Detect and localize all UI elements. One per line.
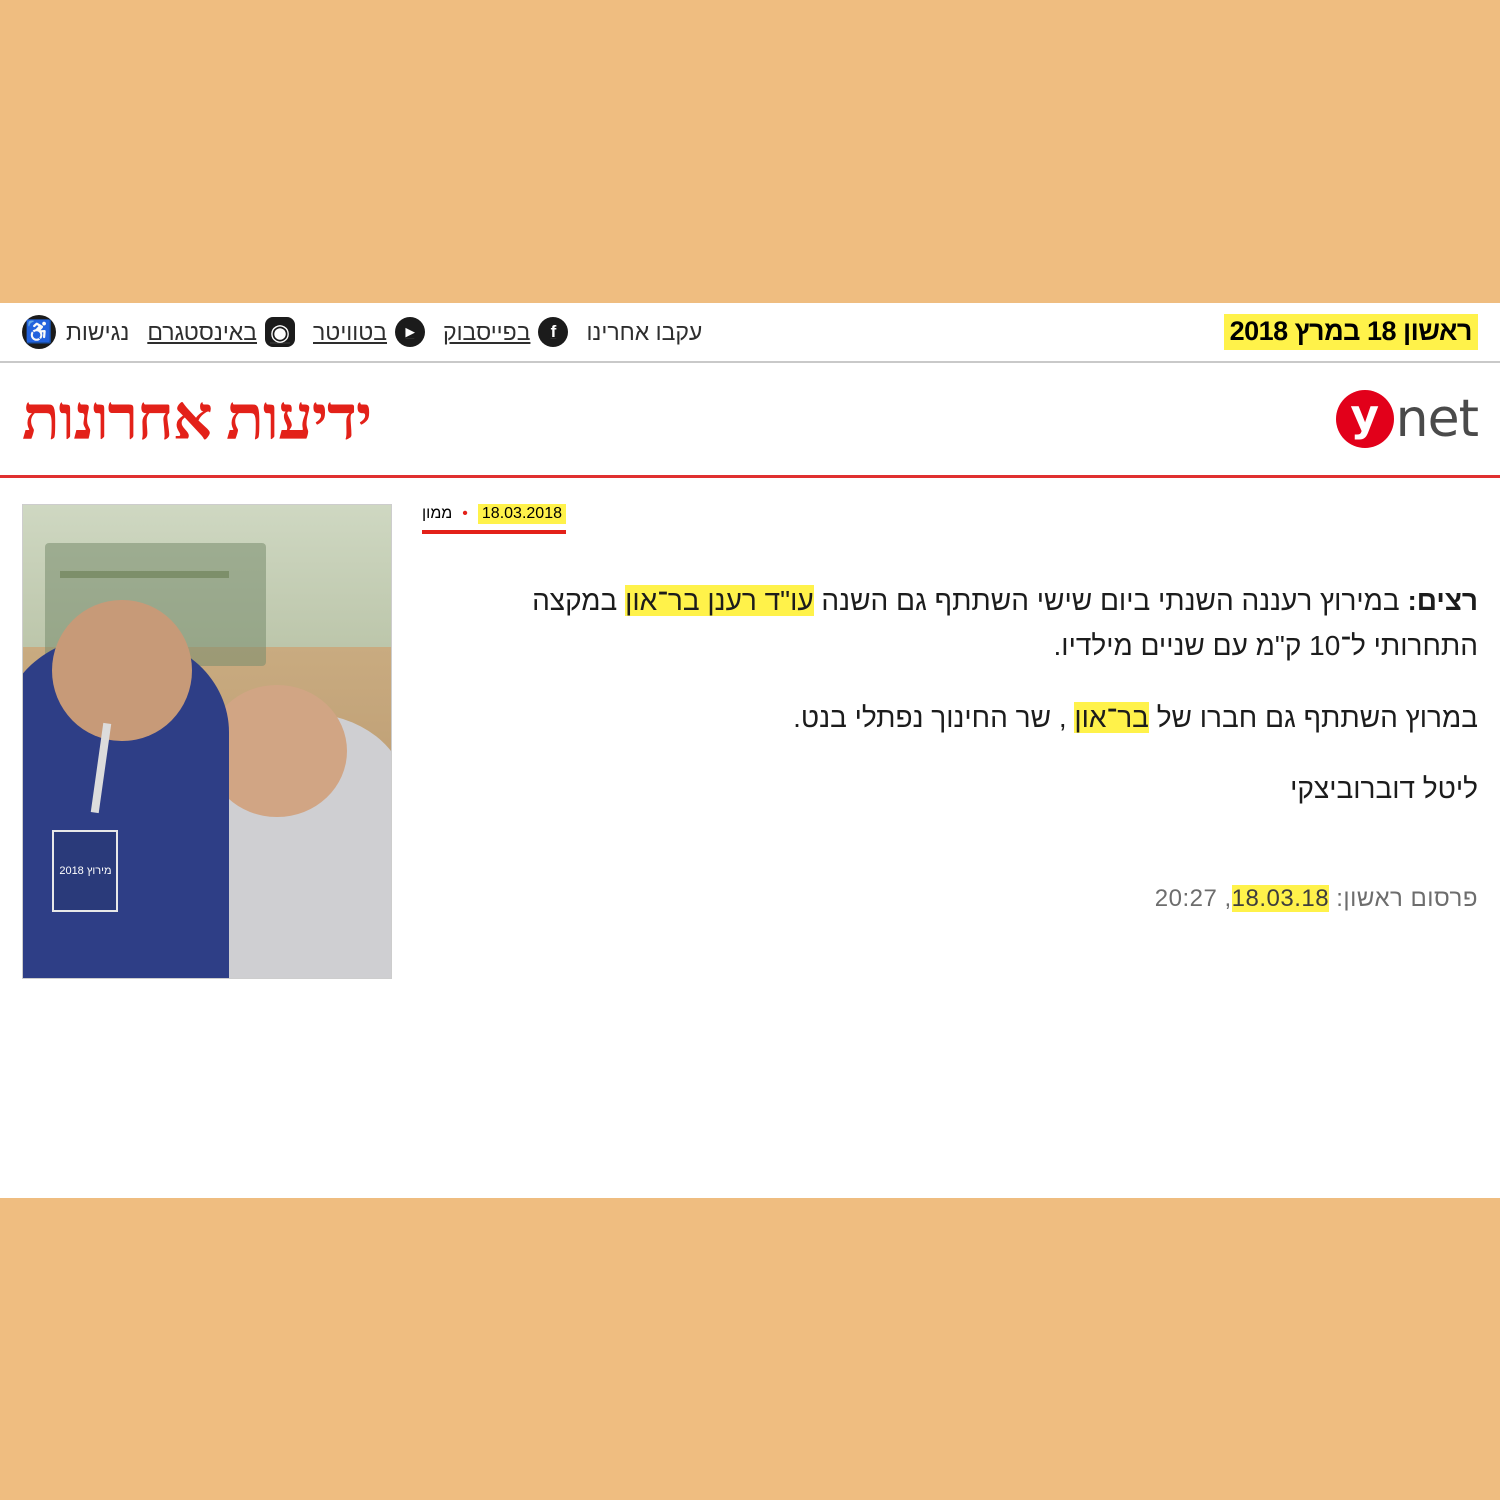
photo-playground-bar [60,571,229,578]
para1-part-a: במירוץ רעננה השנתי ביום שישי השתתף גם השנה [813,585,1408,616]
topbar-links-area [22,315,702,349]
para2-part-b: , שר החינוך נפתלי בנט. [793,701,1075,733]
facebook-label: בפייסבוק [443,318,531,345]
article-body [422,578,1478,811]
article-photo [22,504,392,979]
article-paragraph-1 [422,578,1478,669]
photo-race-badge: מירוץ 2018 [52,830,118,912]
social-link-twitter[interactable] [313,317,425,347]
para2-part-a: במרוץ השתתף גם חברו של [1148,701,1478,733]
kicker-separator: • [462,505,468,522]
accessibility-label: נגישות [66,318,130,345]
facebook-icon: f [538,317,568,347]
instagram-label: באינסטגרם [147,318,258,345]
masthead [0,363,1500,478]
paper-title: ידיעות אחרונות [22,385,372,453]
current-date-chip: ראשון 18 במרץ 2018 [1224,314,1478,349]
article-date: 18.03.2018 [478,504,566,524]
top-utility-bar [0,303,1500,363]
article-text-column [392,504,1478,979]
article-section: ממון [422,505,453,522]
para1-highlight: עו"ד רענן בר־און [625,585,814,616]
ynet-logo[interactable] [1336,389,1478,449]
twitter-label: בטוויטר [313,318,388,345]
publish-label: פרסום ראשון: [1336,885,1478,913]
publish-comma: , [1224,885,1232,913]
social-link-facebook[interactable] [443,317,568,347]
accessibility-icon: ♿ [22,315,56,349]
article-content [0,478,1500,979]
ynet-net-label: net [1395,389,1478,449]
lead-bold: רצים: [1407,585,1478,616]
topbar-date-area [1224,314,1478,349]
article-byline: ליטל דוברוביצקי [1290,773,1478,805]
instagram-icon: ◉ [265,317,295,347]
twitter-icon: ▸ [395,317,425,347]
follow-us-label: עקבו אחרינו [586,318,703,345]
article-kicker-row [422,504,1478,534]
article-page [0,303,1500,1198]
photo-person-left-head [52,600,192,742]
para1-part-b: במקצה התחרותי ל־10 ק"מ עם שניים מילדיו. [532,585,1478,662]
publish-date: 18.03.18 [1231,885,1330,913]
article-photo-column [22,504,392,979]
social-link-instagram[interactable] [147,317,295,347]
publish-time: 20:27 [1154,885,1218,913]
article-paragraph-2 [422,695,1478,740]
para2-highlight: בר־און [1074,701,1149,733]
ynet-y-icon: y [1336,390,1394,448]
accessibility-control[interactable] [22,315,129,349]
publish-row [422,885,1478,913]
